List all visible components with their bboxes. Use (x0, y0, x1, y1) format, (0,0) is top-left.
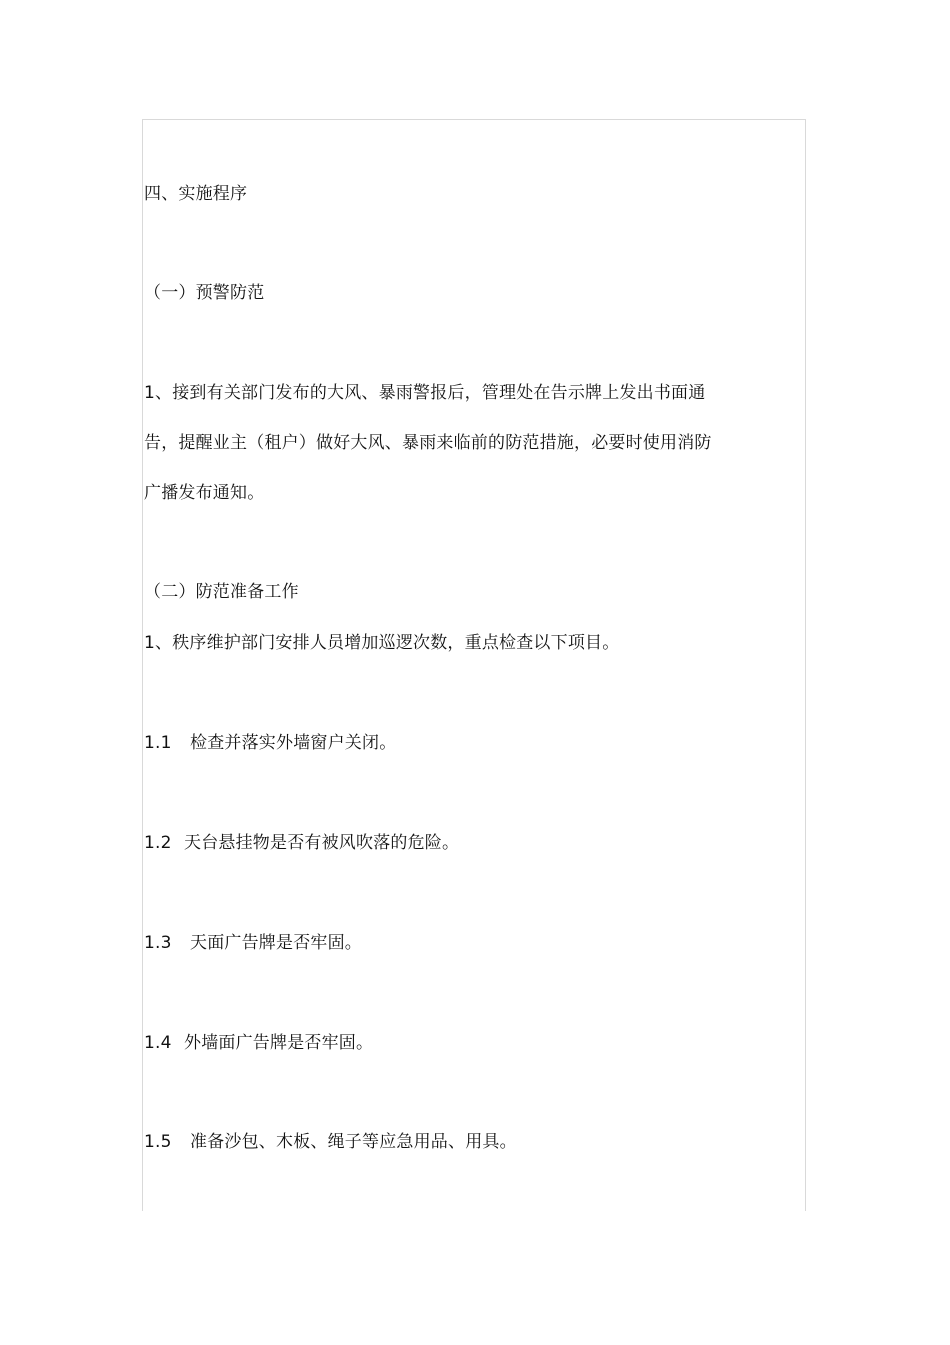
list-item-text: 天面广告牌是否牢固。 (190, 933, 362, 953)
list-item-number: 1.3 (144, 933, 172, 953)
paragraph-line: 告，提醒业主（租户）做好大风、暴雨来临前的防范措施，必要时使用消防 (144, 433, 712, 453)
paragraph-line: 广播发布通知。 (144, 483, 265, 503)
list-item-text: 天台悬挂物是否有被风吹落的危险。 (184, 833, 460, 853)
list-item-number: 1.4 (144, 1033, 172, 1053)
list-item (144, 932, 362, 954)
list-item-number: 1.2 (144, 833, 172, 853)
section-heading: 四、实施程序 (144, 184, 248, 204)
list-item-text: 检查并落实外墙窗户关闭。 (190, 733, 397, 753)
subsection-heading-preparation: （二）防范准备工作 (144, 582, 299, 602)
list-item-text: 准备沙包、木板、绳子等应急用品、用具。 (190, 1132, 517, 1152)
subsection-heading-warning: （一）预警防范 (144, 283, 265, 303)
list-item (144, 832, 459, 854)
list-item-text: 外墙面广告牌是否牢固。 (184, 1033, 374, 1053)
list-item-number: 1.5 (144, 1132, 172, 1152)
list-item (144, 732, 396, 754)
list-item (144, 1131, 517, 1153)
list-item (144, 1032, 373, 1054)
paragraph-line: 1、接到有关部门发布的大风、暴雨警报后，管理处在告示牌上发出书面通 (144, 383, 706, 403)
paragraph-line: 1、秩序维护部门安排人员增加巡逻次数，重点检查以下项目。 (144, 633, 620, 653)
list-item-number: 1.1 (144, 733, 172, 753)
